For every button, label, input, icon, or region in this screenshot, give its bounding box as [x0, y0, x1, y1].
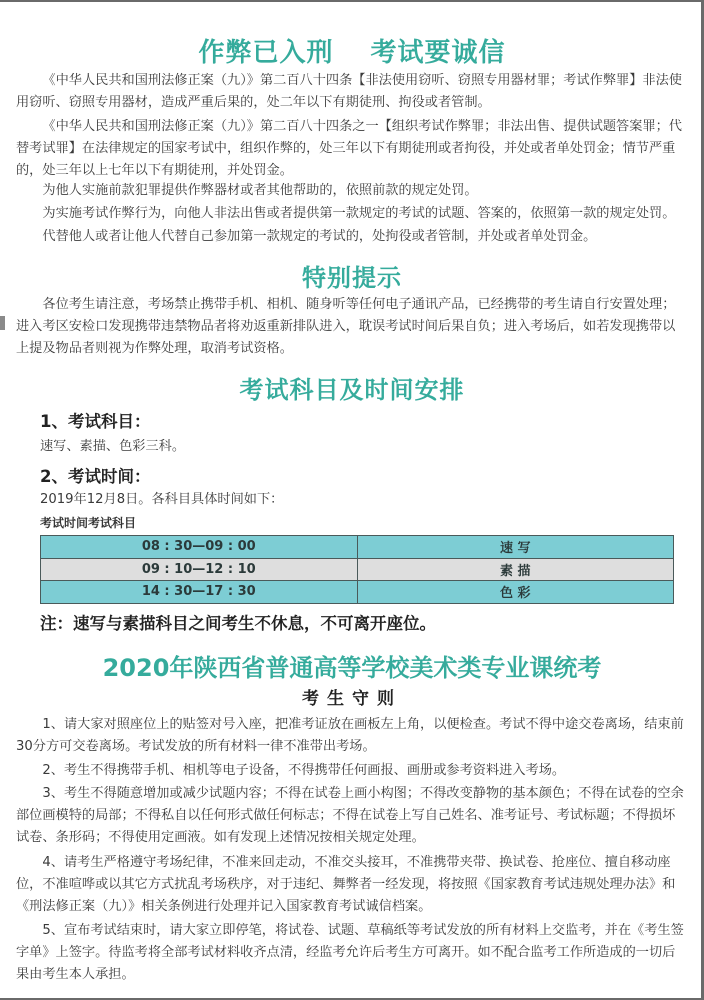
time-text: 2019年12月8日。各科目具体时间如下：	[40, 492, 284, 507]
rule-item-2: 2、考生不得携带手机、相机等电子设备，不得携带任何画报、画册或参考资料进入考场。	[42, 763, 566, 778]
subjects-text: 速写、素描、色彩三科。	[40, 439, 186, 454]
table-row	[41, 581, 674, 604]
notice-section-title: 特别提示	[302, 264, 402, 292]
rules-section-title: 2020年陕西省普通高等学校美术类专业课统考	[102, 654, 602, 682]
rules-subtitle: 考生守则	[302, 689, 402, 709]
schedule-table	[40, 535, 674, 604]
law-paragraph-3: 为他人实施前款犯罪提供作弊器材或者其他帮助的，依照前款的规定处罚。	[42, 183, 478, 198]
notice-paragraph: 各位考生请注意，考场禁止携带手机、相机、随身听等任何电子通讯产品，已经携带的考生请自行安置处理；进入考区安检口发现携带违禁物品者将劝返重新排队进入，耽误考试时间后果自负；进入考场后，如若发现携带以上提及物品者则视为作弊处理，取消考试资格。	[16, 297, 676, 356]
time-heading: 2、考试时间：	[40, 467, 151, 486]
time-cell: 09 : 10—12 : 10	[41, 558, 358, 581]
subjects-heading: 1、考试科目：	[40, 412, 151, 431]
rule-item-4: 4、请考生严格遵守考场纪律，不准来回走动，不准交头接耳，不准携带夹带、换试卷、抢座位、擅自移动座位，不准喧哗或以其它方式扰乱考场秩序，对于违纪、舞弊者一经发现，将按照《国家教育考试违规处理办法》和《刑法修正案（九）》相关条例进行处理并记入国家教育考试诚信档案。	[16, 855, 676, 914]
law-section-title: 作弊已入刑 考试要诚信	[198, 38, 506, 68]
table-row	[41, 536, 674, 559]
schedule-note: 注：速写与素描科目之间考生不休息，不可离开座位。	[40, 614, 436, 633]
law-paragraph-2: 《中华人民共和国刑法修正案（九）》第二百八十四条之一【组织考试作弊罪；非法出售、提供试题答案罪；代替考试罪】在法律规定的国家考试中，组织作弊的，处三年以下有期徒刑或者拘役，并处或者单处罚金；情节严重的，处三年以上七年以下有期徒刑，并处罚金。	[16, 119, 682, 178]
law-paragraph-5: 代替他人或者让他人代替自己参加第一款规定的考试的，处拘役或者管制，并处或者单处罚金。	[42, 229, 597, 244]
rule-item-5: 5、宣布考试结束时，请大家立即停笔，将试卷、试题、草稿纸等考试发放的所有材料上交监考，并在《考生签字单》上签字。待监考将全部考试材料收齐点清，经监考允许后考生方可离开。如不配合监考工作所造成的一切后果由考生本人承担。	[16, 923, 684, 982]
subject-cell: 速 写	[357, 536, 674, 559]
margin-marker	[0, 316, 5, 330]
rule-item-1: 1、请大家对照座位上的贴签对号入座，把准考证放在画板左上角，以便检查。考试不得中途交卷离场，结束前30分方可交卷离场。考试发放的所有材料一律不准带出考场。	[16, 717, 684, 754]
law-paragraph-1: 《中华人民共和国刑法修正案（九）》第二百八十四条【非法使用窃听、窃照专用器材罪；考试作弊罪】非法使用窃听、窃照专用器材，造成严重后果的，处二年以下有期徒刑、拘役或者管制。	[16, 73, 682, 110]
time-cell: 08 : 30—09 : 00	[41, 536, 358, 559]
table-row	[41, 558, 674, 581]
law-paragraph-4: 为实施考试作弊行为，向他人非法出售或者提供第一款规定的考试的试题、答案的，依照第一款的规定处罚。	[42, 206, 676, 221]
subject-cell: 素 描	[357, 558, 674, 581]
rule-item-3: 3、考生不得随意增加或减少试题内容；不得在试卷上画小构图；不得改变静物的基本颜色；不得在试卷的空余部位画模特的局部；不得私自以任何形式做任何标志；不得在试卷上写自己姓名、准考证号、考试标题；不得损坏试卷、条形码；不得使用定画液。如有发现上述情况按相关规定处理。	[16, 786, 684, 845]
schedule-table-caption: 考试时间考试科目	[40, 516, 137, 530]
time-cell: 14 : 30—17 : 30	[41, 581, 358, 604]
subject-cell: 色 彩	[357, 581, 674, 604]
schedule-section-title: 考试科目及时间安排	[239, 376, 465, 404]
